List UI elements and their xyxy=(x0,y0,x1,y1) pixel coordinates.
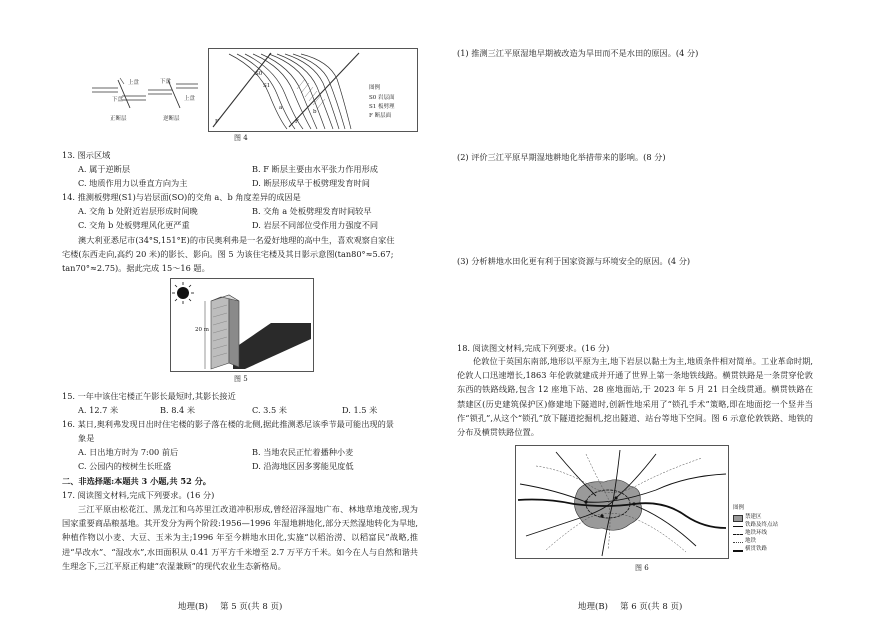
figure-4-geologic-section xyxy=(208,48,418,132)
right-page xyxy=(435,0,870,630)
left-footer-subject: 地理(B) xyxy=(178,602,208,612)
q14-option-d[interactable]: D. 岩层不同部位受作用力强度不同 xyxy=(252,220,379,230)
q15-option-d[interactable]: D. 1.5 米 xyxy=(342,405,378,415)
legend-railway-swatch xyxy=(733,526,743,527)
q15-option-a[interactable]: A. 12.7 米 xyxy=(78,405,119,415)
q15-stem: 15. 一年中该住宅楼正午影长最短时,其影长接近 xyxy=(62,391,236,401)
reverse-fault-sketch xyxy=(148,80,198,108)
fig6-legend-railway: 铁路及终点站 xyxy=(745,522,779,528)
fig4-label-footwall-1: 下盘 xyxy=(112,97,124,103)
fig4-label-s1: S1 xyxy=(263,83,271,89)
building-front xyxy=(211,295,229,369)
left-footer-page: 第 5 页(共 8 页) xyxy=(220,602,283,612)
fig6-legend-title: 图例 xyxy=(733,505,745,511)
q17-material: 三江平原由松花江、黑龙江和乌苏里江改道冲积形成,曾经沼泽湿地广布、林地草地茂密,现为国家重要商品粮基地。其开发分为两个阶段:1956—1996 年湿地耕地化,部分天然湿地转化为旱地,种植作物以小麦、大豆、玉米为主;1996 年至今耕地水田化,实施“以稻治涝、以稻富民”战略,推进“旱改水”、“湿改水”,水田面积从 0.41 万平方千米增至 2.7 万平方千米。如今在人与自然和谐共生理念下,三江平原正构建“农湿兼顾”的现代农业生态新格局。 xyxy=(62,504,418,571)
q16-option-a[interactable]: A. 日出地方时为 7:00 前后 xyxy=(78,447,179,457)
sun-icon xyxy=(172,282,194,304)
fig6-legend-restricted: 禁建区 xyxy=(745,514,762,520)
fig4-label-hanging-wall-2: 上盘 xyxy=(184,96,196,102)
fig4-label-reverse-fault: 逆断层 xyxy=(163,116,180,122)
fig4-label-a: a xyxy=(279,105,283,111)
legend-circle-swatch xyxy=(733,534,743,535)
q16-option-b[interactable]: B. 当地农民正忙着播种小麦 xyxy=(252,447,354,457)
fig4-legend-s0: S0 岩层面 xyxy=(369,95,395,101)
q15-16-intro-line1: 澳大利亚悉尼市(34°S,151°E)的市民奥利弗是一名爱好地理的高中生，喜欢观察自家住 xyxy=(78,235,395,245)
q13-option-b[interactable]: B. F 断层主要由水平张力作用形成 xyxy=(252,164,378,174)
right-footer-subject: 地理(B) xyxy=(578,602,608,612)
q15-16-intro-line2: 宅楼(东西走向,高约 20 米)的影长、影向。图 5 为该住宅楼及其日影示意图(tan80°≈5.67; xyxy=(62,249,394,259)
section-2-heading: 二、非选择题:本题共 3 小题,共 52 分。 xyxy=(62,476,211,486)
q16-option-d[interactable]: D. 沿海地区因多雾能见度低 xyxy=(252,461,354,471)
legend-crossrail-swatch xyxy=(733,550,743,552)
figure-6-london-map xyxy=(515,445,729,559)
legend-underground-swatch xyxy=(733,542,743,543)
q13-option-a[interactable]: A. 属于逆断层 xyxy=(78,164,131,174)
fig5-height-label: 20 m xyxy=(195,327,209,333)
figure-4-caption: 图 4 xyxy=(234,134,248,142)
q16-stem-line1: 16. 某日,奥利弗发现日出时住宅楼的影子落在楼的北侧,据此推测悉尼该季节最可能出现的景 xyxy=(62,419,394,429)
q15-16-intro-line3: tan70°≈2.75)。据此完成 15～16 题。 xyxy=(62,263,210,273)
fig4-label-footwall-2: 下盘 xyxy=(160,79,172,85)
legend-restricted-swatch xyxy=(733,515,743,522)
fig6-legend xyxy=(733,505,813,557)
q14-option-c[interactable]: C. 交角 b 处板劈理风化更严重 xyxy=(78,220,190,230)
fig4-legend-title: 图例 xyxy=(369,85,381,91)
q14-option-b[interactable]: B. 交角 a 处板劈理发育时间较早 xyxy=(252,206,372,216)
fig4-legend-s1: S1 板劈理 xyxy=(369,104,395,110)
figure-6-caption: 图 6 xyxy=(635,564,649,572)
q18-material: 伦敦位于英国东南部,地形以平原为主,地下岩层以黏土为主,地质条件相对简单。工业革命时期,伦敦人口迅速增长,1863 年伦敦就建成并开通了世界上第一条地铁线路。横贯铁路是一条贯穿伦敦东西的铁路线路,包含 12 座地下站、28 座地面站,于 2023 年 5 月 21 日全线贯通。横贯铁路在禁建区(历史建筑保护区)修建地下隧道时,创新性地采用了“锁孔手术”策略,即在地面挖一个竖井当作“锁孔”,从这个“锁孔”放下隧道挖掘机,挖出隧道、站台等地下空间。图 6 示意伦敦铁路、地铁的分布及横贯铁路位置。 xyxy=(457,356,813,438)
q17-subquestion-1: (1) 推测三江平原湿地早期被改造为旱田而不是水田的原因。(4 分) xyxy=(457,48,699,58)
fig4-label-f1: F xyxy=(215,119,219,125)
q16-option-c[interactable]: C. 公园内的桉树生长旺盛 xyxy=(78,461,172,471)
fig6-legend-crossrail: 横贯铁路 xyxy=(745,546,768,552)
fig6-legend-underground: 地铁 xyxy=(745,538,757,544)
figure-5-building-shadow xyxy=(170,278,314,372)
q13-option-d[interactable]: D. 断层形成早于板劈理发育时间 xyxy=(252,178,370,188)
building-shadow xyxy=(233,323,311,369)
figure-5-caption: 图 5 xyxy=(234,375,248,383)
q15-option-c[interactable]: C. 3.5 米 xyxy=(252,405,287,415)
fig4-label-normal-fault: 正断层 xyxy=(110,116,127,122)
q16-stem-line2: 象是 xyxy=(78,433,95,443)
right-footer-page: 第 6 页(共 8 页) xyxy=(620,602,683,612)
q15-option-b[interactable]: B. 8.4 米 xyxy=(160,405,196,415)
fig6-map-drawing xyxy=(516,446,728,558)
q18-stem: 18. 阅读图文材料,完成下列要求。(16 分) xyxy=(457,343,610,353)
fig6-legend-circle-line: 地铁环线 xyxy=(745,530,768,536)
fig4-label-b: b xyxy=(313,109,317,115)
fig4-label-s0: S0 xyxy=(255,71,263,77)
q14-stem: 14. 推测板劈理(S1)与岩层面(SO)的交角 a、b 角度差异的成因是 xyxy=(62,192,301,202)
q17-stem: 17. 阅读图文材料,完成下列要求。(16 分) xyxy=(62,490,215,500)
fig5-drawing xyxy=(171,279,313,371)
q13-option-c[interactable]: C. 地质作用力以垂直方向为主 xyxy=(78,178,188,188)
fig4-legend-f: F 断层面 xyxy=(369,113,392,119)
fig4-label-hanging-wall-1: 上盘 xyxy=(128,80,140,86)
fault-type-sketches xyxy=(88,58,200,128)
fig4-label-f2: F xyxy=(295,119,299,125)
q14-option-a[interactable]: A. 交角 b 处附近岩层形成时间晚 xyxy=(78,206,198,216)
q17-subquestion-3: (3) 分析耕地水田化更有利于国家资源与环境安全的原因。(4 分) xyxy=(457,256,691,266)
building-side xyxy=(229,295,239,367)
q13-stem: 13. 图示区域 xyxy=(62,150,111,160)
q17-subquestion-2: (2) 评价三江平原早期湿地耕地化举措带来的影响。(8 分) xyxy=(457,152,666,162)
